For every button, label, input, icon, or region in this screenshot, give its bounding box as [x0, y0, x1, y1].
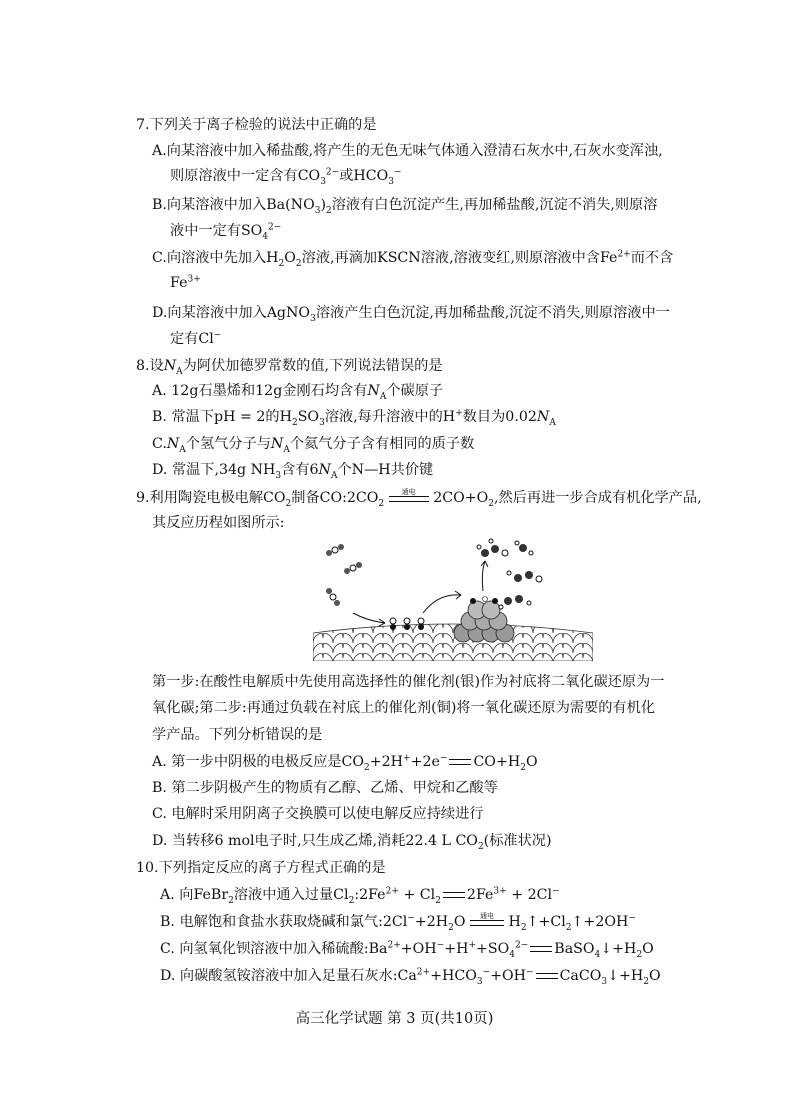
q9-paragraph-line1: 第一步:在酸性电解质中先使用高选择性的催化剂(银)作为衬底将二氧化碳还原为一	[152, 674, 665, 690]
q7-stem: 7.下列关于离子检验的说法中正确的是	[136, 117, 377, 133]
q9-stem-line2: 其反应历程如图所示:	[152, 515, 285, 531]
q9-paragraph-line2: 氧化碳;第二步:再通过负载在衬底上的催化剂(铜)将一氧化碳还原为需要的有机化	[152, 700, 656, 716]
q8-stem: 8.设$N_A$为阿伏加德罗常数的值,下列说法错误的是	[136, 358, 443, 377]
page-footer: 高三化学试题 第 3 页(共10页)	[295, 1011, 494, 1027]
q7-option-d-line2: 定有Cl−	[170, 330, 222, 347]
q9-option-c: C. 电解时采用阴离子交换膜可以使电解反应持续进行	[152, 806, 484, 822]
q7-option-b-line1: B.向某溶液中加入$Ba(NO_3)_2$溶液有白色沉淀产生,再加稀盐酸,沉淀不消失,则原溶	[152, 197, 658, 216]
q9-stem-line1: 9.利用陶瓷电极电解$CO_2$制备$CO:2CO_2$ 通电 $2CO+O_2$,然后再进一步合成有机化学产品,	[136, 487, 702, 509]
reaction-process-figure	[313, 533, 593, 661]
q8-option-d: D. 常温下,34g $NH_3$含有$6N_A$个N—H共价键	[152, 462, 434, 481]
q9-option-b: B. 第二步阴极产生的物质有乙醇、乙烯、甲烷和乙酸等	[152, 780, 498, 796]
q8-option-c: $C.N_A$个氢气分子与$N_A$个氦气分子含有相同的质子数	[152, 436, 475, 455]
q10-option-c: C. 向氢氧化钡溶液中加入稀硫酸$:Ba^{2+}+OH^-+H^++SO_4^{2-}$ $BaSO_4↓+H_2O$	[160, 940, 654, 960]
q8-option-a: A. 12g石墨烯和12g金刚石均含有$N_A$个碳原子	[152, 383, 444, 402]
catalyst-substrate	[313, 624, 593, 661]
q10-option-b: B. 电解饱和食盐水获取烧碱和氯气$:2Cl^-+2H_2O$ 通电 $H_2↑+Cl_2↑+2OH^-$	[160, 911, 636, 933]
q7-option-a-line2: 则原溶液中一定含有$CO_3^{2-}$或$HCO_3^-$	[170, 167, 402, 187]
q7-option-b-line2: 液中一定有$SO_4^{2-}$	[170, 222, 282, 242]
electrolysis-arrow: 通电	[389, 495, 429, 502]
q9-paragraph-line3: 学产品。下列分析错误的是	[152, 727, 323, 743]
electrolysis-arrow-2: 通电	[470, 919, 504, 926]
q8-option-b: B. 常温下pH = 2的$H_2SO_3$溶液,每升溶液中的H+数目为$0.02N_A$	[152, 408, 556, 428]
q10-stem: 10.下列指定反应的离子方程式正确的是	[136, 860, 386, 876]
adsorbed-co-molecules	[390, 618, 424, 630]
q7-option-c-line1: C.向溶液中先加入$H_2O_2$溶液,再滴加KSCN溶液,溶液变红,则原溶液中含$Fe^{2+}$而不含	[152, 249, 674, 269]
co2-molecules	[326, 544, 362, 606]
q10-option-a: A. 向FeBr$_2$溶液中通入过量$Cl_2:2Fe^{2+} + Cl_2$ $2Fe^{3+} + 2Cl^-$	[160, 886, 560, 906]
q7-option-a-line1: A.向某溶液中加入稀盐酸,将产生的无色无味气体通入澄清石灰水中,石灰水变浑浊,	[152, 143, 663, 159]
q10-option-d: D. 向碳酸氢铵溶液中加入足量石灰水$:Ca^{2+}+HCO_3^-+OH^-$ $CaCO_3↓+H_2O$	[160, 967, 661, 987]
q9-option-d: D. 当转移6 mol电子时,只生成乙烯,消耗22.4 L $CO_2$(标准状况)	[152, 833, 552, 852]
q9-option-a: A. 第一步中阴极的电极反应是$CO_2+2H^++2e^-$ $CO+H_2O$	[152, 753, 538, 773]
q7-option-c-line2: $Fe^{3+}$	[170, 274, 201, 291]
q7-option-d-line1: D.向某溶液中加入AgNO$_3$溶液产生白色沉淀,再加稀盐酸,沉淀不消失,则原溶液中一	[152, 305, 670, 324]
